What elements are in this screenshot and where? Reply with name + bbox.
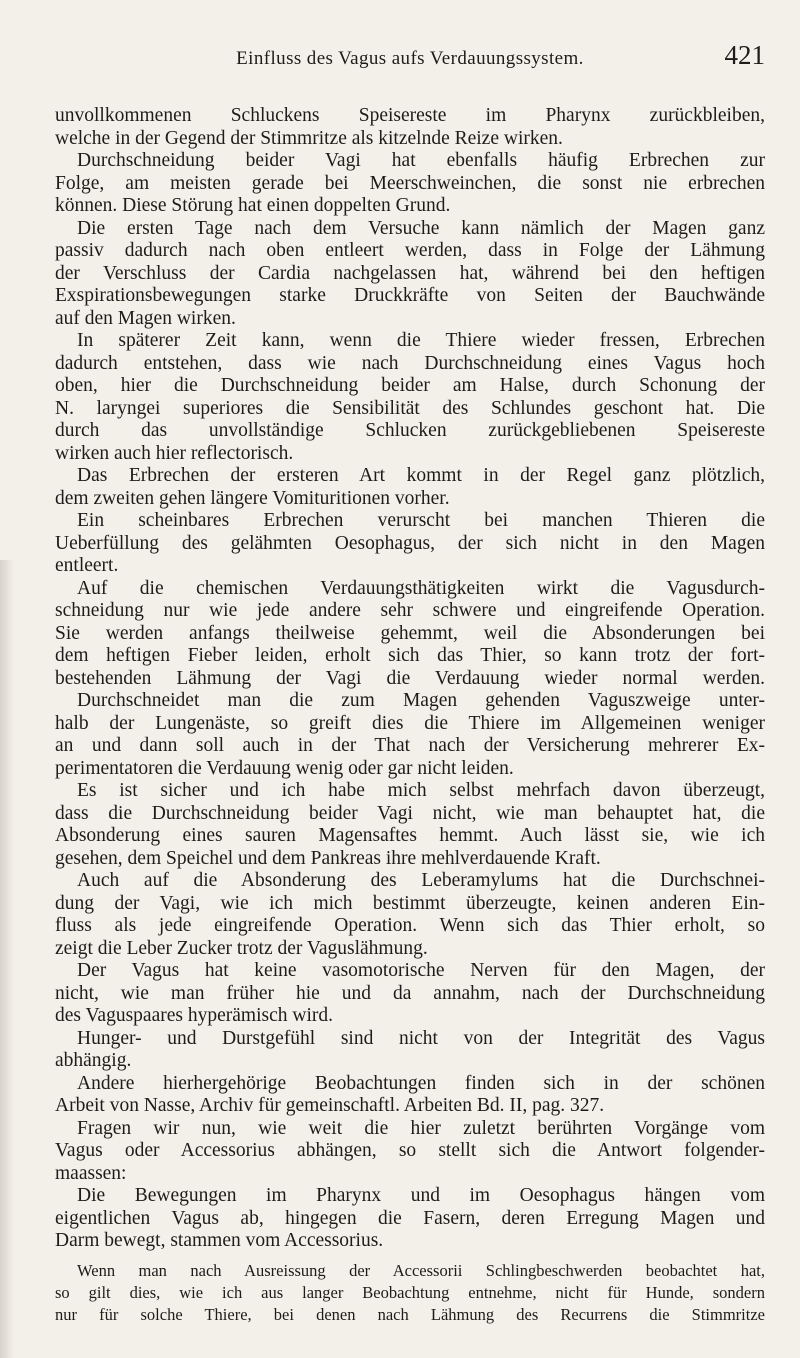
text-line: dass die Durchschneidung beider Vagi nicht, wie man behauptet hat, die (55, 802, 765, 824)
text-line: Andere hierhergehörige Beobachtungen finden sich in der schönen (77, 1072, 765, 1094)
text-line: passiv dadurch nach oben entleert werden, dass in Folge der Lähmung (55, 240, 765, 261)
text-line: des Vaguspaares hyperämisch wird. (55, 1005, 333, 1026)
text-line: Arbeit von Nasse, Archiv für gemeinschaftl. Arbeiten Bd. II, pag. 327. (55, 1095, 605, 1116)
text-line: Ueberfüllung des gelähmten Oesophagus, der sich nicht in den Magen (55, 532, 765, 554)
text-line: fluss als jede eingreifende Operation. Wenn sich das Thier erholt, so (55, 915, 765, 936)
text-line: Das Erbrechen der ersteren Art kommt in der Regel ganz plötzlich, (77, 465, 765, 486)
text-line: Durchschneidet man die zum Magen gehenden Vaguszweige unter- (77, 690, 765, 711)
text-line: durch das unvollständige Schlucken zurückgebliebenen Speisereste (55, 420, 765, 441)
footnote-line: so gilt dies, wie ich aus langer Beobachtung entnehme, nicht für Hunde, sondern (55, 1283, 765, 1302)
footnote-line: Wenn man nach Ausreissung der Accessorii Schlingbeschwerden beobachtet hat, (77, 1261, 765, 1280)
text-line: Auch auf die Absonderung des Leberamylums hat die Durchschnei- (77, 870, 765, 891)
text-line: nicht, wie man früher hie und da annahm, nach der Durchschneidung (55, 982, 765, 1004)
text-line: schneidung nur wie jede andere sehr schwere und eingreifende Operation. (55, 600, 765, 621)
text-line: unvollkommenen Schluckens Speisereste im Pharynx zurückbleiben, (55, 105, 765, 126)
text-line: Exspirationsbewegungen starke Druckkräfte von Seiten der Bauchwände (55, 285, 765, 306)
footnote-line: nur für solche Thiere, bei denen nach Lähmung des Recurrens die Stimmritze (55, 1305, 765, 1324)
text-line: Darm bewegt, stammen vom Accessorius. (55, 1230, 384, 1251)
text-line: In späterer Zeit kann, wenn die Thiere wieder fressen, Erbrechen (77, 330, 765, 351)
text-line: Absonderung eines sauren Magensaftes hemmt. Auch lässt sie, wie ich (55, 825, 765, 846)
page-header (55, 40, 765, 80)
text-line: dung der Vagi, wie ich mich bestimmt überzeugte, keinen anderen Ein- (55, 892, 765, 914)
text-line: dem zweiten gehen längere Vomituritionen vorher. (55, 487, 450, 509)
text-line: Es ist sicher und ich habe mich selbst mehrfach davon überzeugt, (77, 780, 765, 801)
text-line: Hunger- und Durstgefühl sind nicht von der Integrität des Vagus (77, 1027, 765, 1049)
footnote (55, 1260, 765, 1326)
text-line: perimentatoren die Verdauung wenig oder gar nicht leiden. (55, 757, 514, 779)
text-line: maassen: (55, 1162, 127, 1184)
text-line: abhängig. (55, 1050, 132, 1071)
text-line: bestehenden Lähmung der Vagi die Verdauung wieder normal werden. (55, 667, 765, 689)
text-line: gesehen, dem Speichel und dem Pankreas ihre mehlverdauende Kraft. (55, 847, 601, 869)
text-line: Folge, am meisten gerade bei Meerschweinchen, die sonst nie erbrechen (55, 172, 765, 194)
text-line: auf den Magen wirken. (55, 307, 236, 329)
text-line: entleert. (55, 555, 119, 576)
text-line: dadurch entstehen, dass wie nach Durchschneidung eines Vagus hoch (55, 352, 765, 374)
text-line: Vagus oder Accessorius abhängen, so stellt sich die Antwort folgender- (55, 1140, 765, 1161)
text-line: wirken auch hier reflectorisch. (55, 442, 294, 464)
page-number: 421 (724, 40, 765, 70)
text-line: Sie werden anfangs theilweise gehemmt, weil die Absonderungen bei (55, 622, 765, 644)
text-line: halb der Lungenäste, so greift dies die Thiere im Allgemeinen weniger (55, 712, 765, 734)
text-line: N. laryngei superiores die Sensibilität des Schlundes geschont hat. Die (55, 397, 765, 419)
text-line: eigentlichen Vagus ab, hingegen die Fasern, deren Erregung Magen und (55, 1207, 765, 1229)
text-line: Auf die chemischen Verdauungsthätigkeiten wirkt die Vagusdurch- (77, 577, 765, 599)
text-line: Die Bewegungen im Pharynx und im Oesophagus hängen vom (77, 1185, 765, 1206)
text-line: Fragen wir nun, wie weit die hier zuletzt berührten Vorgänge vom (77, 1117, 765, 1139)
text-line: Durchschneidung beider Vagi hat ebenfalls häufig Erbrechen zur (77, 150, 765, 171)
text-line: dem heftigen Fieber leiden, erholt sich das Thier, so kann trotz der fort- (55, 645, 765, 666)
text-line: Ein scheinbares Erbrechen verurscht bei manchen Thieren die (77, 510, 765, 531)
page-edge-shadow (0, 560, 14, 1358)
text-line: Der Vagus hat keine vasomotorische Nerven für den Magen, der (77, 960, 765, 981)
text-line: oben, hier die Durchschneidung beider am Halse, durch Schonung der (55, 375, 765, 396)
text-line: können. Diese Störung hat einen doppelten Grund. (55, 195, 451, 216)
text-line: Die ersten Tage nach dem Versuche kann nämlich der Magen ganz (77, 217, 765, 239)
text-line: der Verschluss der Cardia nachgelassen hat, während bei den heftigen (55, 262, 765, 284)
text-line: zeigt die Leber Zucker trotz der Vaguslähmung. (55, 937, 428, 959)
text-line: an und dann soll auch in der That nach der Versicherung mehrerer Ex- (55, 735, 765, 756)
running-head: Einfluss des Vagus aufs Verdauungssystem. (236, 48, 584, 69)
text-line: welche in der Gegend der Stimmritze als kitzelnde Reize wirken. (55, 127, 563, 149)
body-text (55, 105, 765, 1253)
